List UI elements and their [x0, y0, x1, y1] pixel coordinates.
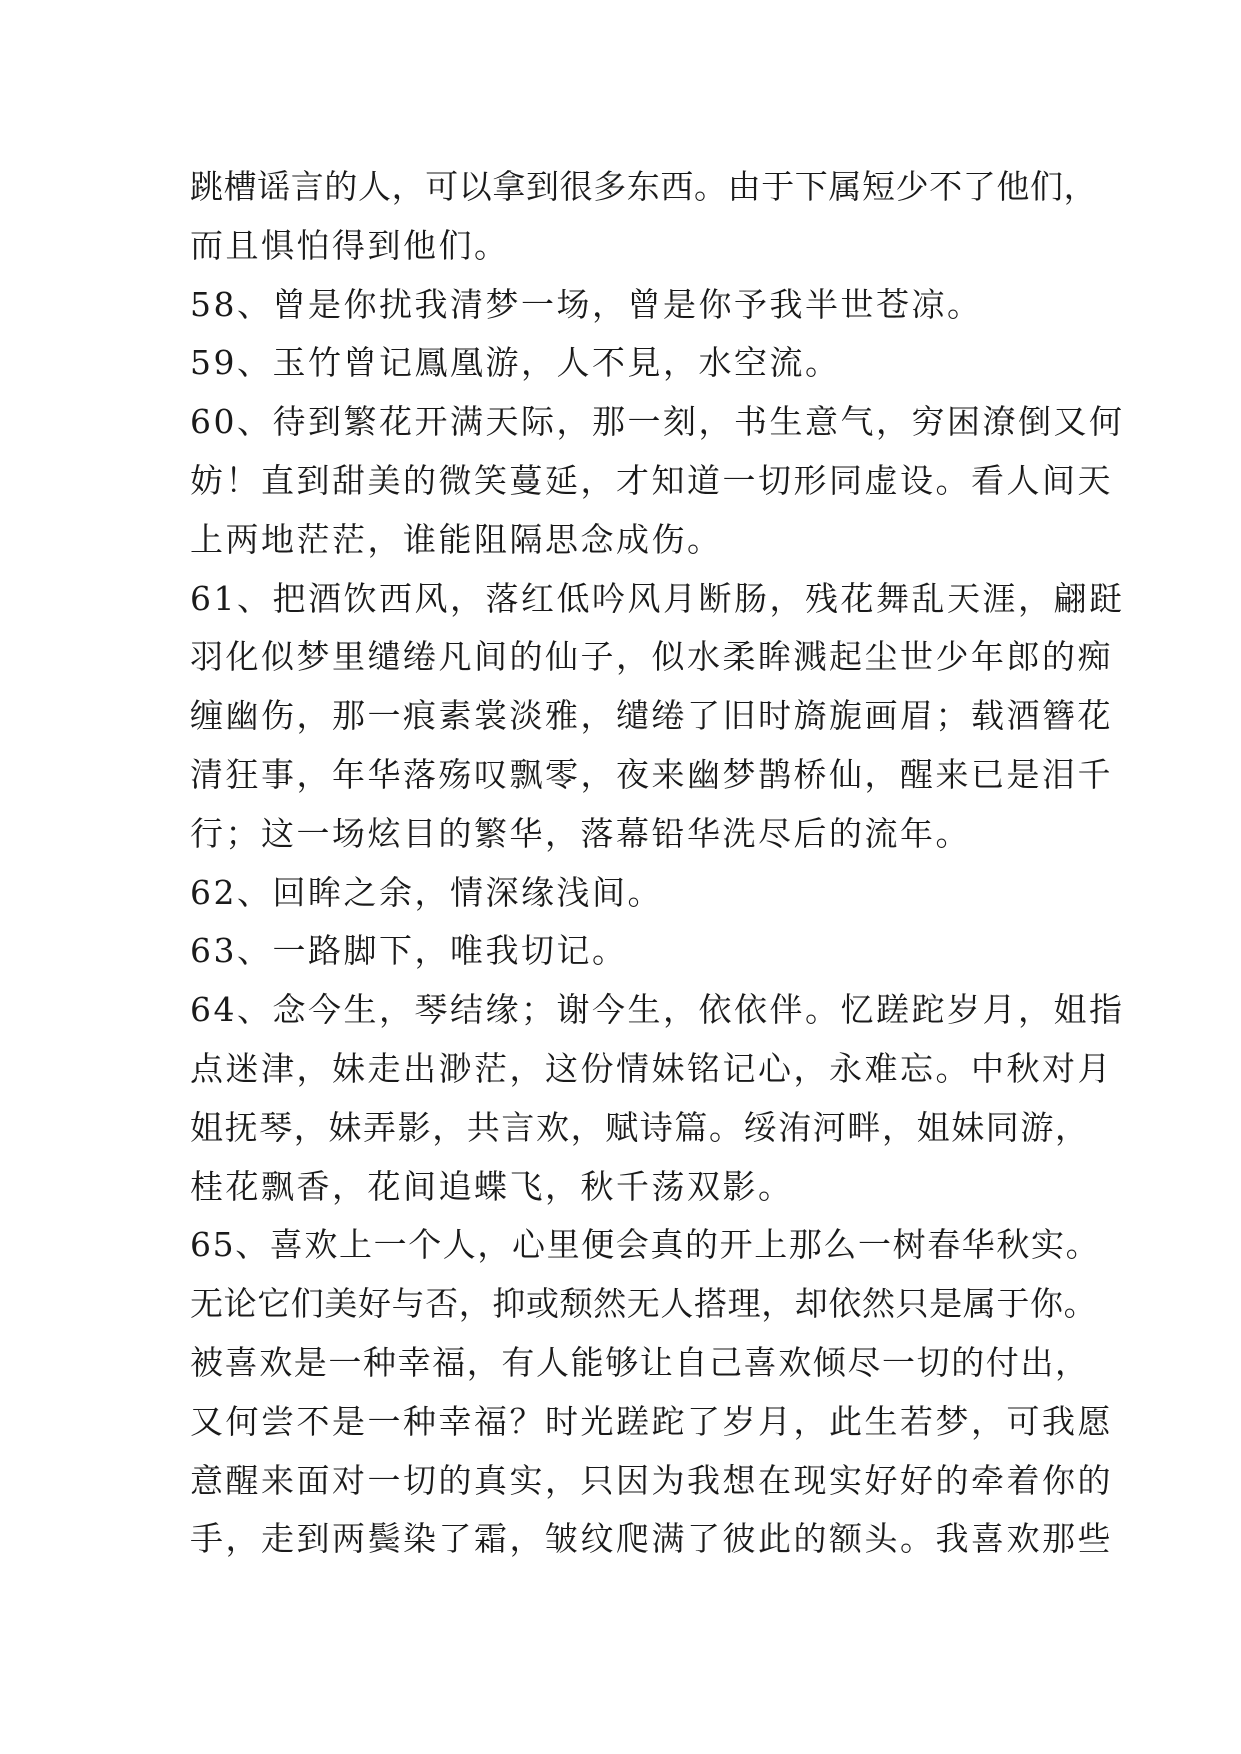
- text-line: 64、念今生，琴结缘；谢今生，依依伴。忆蹉跎岁月，姐指: [190, 990, 1125, 1030]
- text-line: 63、一路脚下，唯我切记。: [190, 931, 628, 971]
- text-line: 行；这一场炫目的繁华，落幕铅华洗尽后的流年。: [190, 813, 971, 853]
- text-line: 而且惧怕得到他们。: [190, 225, 510, 265]
- text-line: 60、待到繁花开满天际，那一刻，书生意气，穷困潦倒又何: [190, 402, 1125, 442]
- text-line: 妨！直到甜美的微笑蔓延，才知道一切形同虚设。看人间天: [190, 460, 1113, 500]
- document-body: [190, 158, 1125, 1569]
- text-line: 点迷津，妹走出渺茫，这份情妹铭记心，永难忘。中秋对月: [190, 1048, 1113, 1088]
- text-line: 61、把酒饮西风，落红低吟风月断肠，残花舞乱天涯，翩跹: [190, 578, 1125, 618]
- text-line: 桂花飘香，花间追蝶飞，秋千荡双影。: [190, 1166, 794, 1206]
- text-line: 62、回眸之余，情深缘浅间。: [190, 872, 663, 912]
- text-line: 无论它们美好与否，抑或颓然无人搭理，却依然只是属于你。: [190, 1284, 1098, 1324]
- text-line: 姐抚琴，妹弄影，共言欢，赋诗篇。绥洧河畔，姐妹同游，: [190, 1107, 1090, 1147]
- text-line: 跳槽谣言的人，可以拿到很多东西。由于下属短少不了他们，: [190, 167, 1098, 206]
- text-line: 手，走到两鬓染了霜，皱纹爬满了彼此的额头。我喜欢那些: [190, 1519, 1113, 1559]
- text-line: 羽化似梦里缱绻凡间的仙子，似水柔眸溅起尘世少年郎的痴: [190, 637, 1113, 677]
- text-line: 被喜欢是一种幸福，有人能够让自己喜欢倾尽一切的付出，: [190, 1342, 1090, 1382]
- text-line: 59、玉竹曾记鳳凰游，人不見，水空流。: [190, 343, 841, 383]
- text-line: 58、曾是你扰我清梦一场，曾是你予我半世苍凉。: [190, 284, 983, 324]
- text-line: 又何尝不是一种幸福？时光蹉跎了岁月，此生若梦，可我愿: [190, 1401, 1113, 1441]
- text-line: 上两地茫茫，谁能阻隔思念成伤。: [190, 519, 723, 559]
- text-line: 意醒来面对一切的真实，只因为我想在现实好好的牵着你的: [190, 1460, 1113, 1500]
- text-line: 清狂事，年华落殇叹飘零，夜来幽梦鹊桥仙，醒来已是泪千: [190, 754, 1113, 794]
- text-line: 65、喜欢上一个人，心里便会真的开上那么一树春华秋实。: [190, 1225, 1101, 1265]
- text-line: 缠幽伤，那一痕素裳淡雅，缱绻了旧时旖旎画眉；载酒簪花: [190, 696, 1113, 736]
